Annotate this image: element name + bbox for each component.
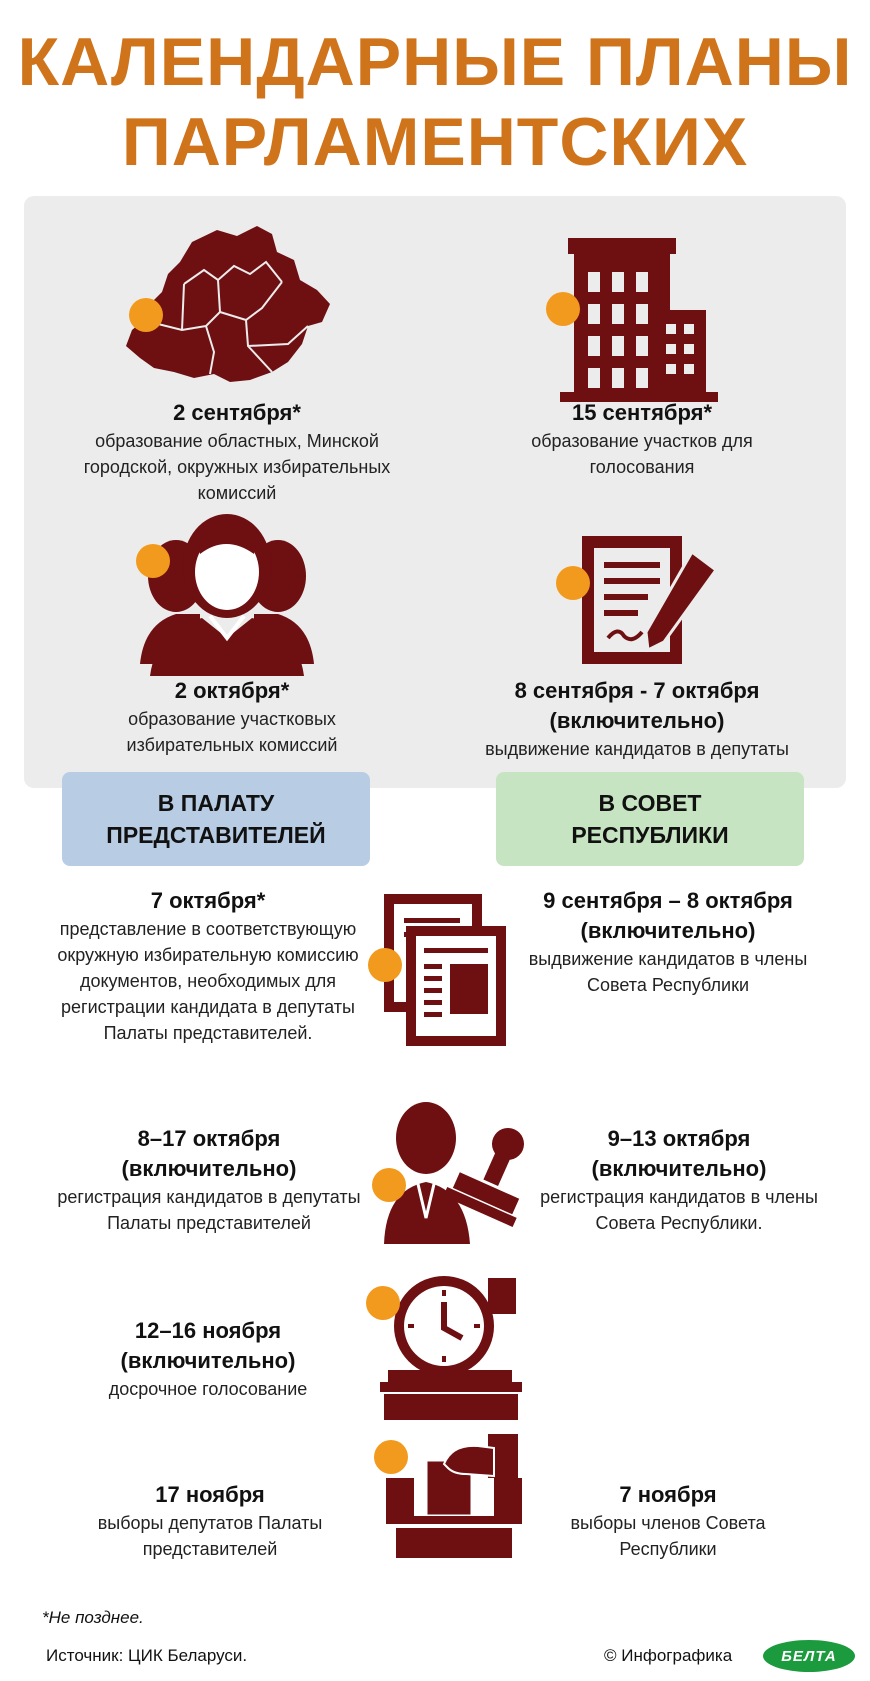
- row-date: 17 ноября: [155, 1482, 265, 1507]
- row-date: 9 сентября – 8 октября (включительно): [543, 888, 793, 943]
- belta-logo: [763, 1640, 855, 1672]
- row-right: [518, 886, 818, 998]
- row-right: [548, 1480, 788, 1562]
- row-date: 7 октября*: [150, 888, 266, 913]
- people-icon: [140, 514, 314, 676]
- row-left: [62, 1316, 354, 1402]
- item-text: образование участков для голосования: [531, 431, 753, 477]
- header-council-of-republic: [496, 772, 804, 866]
- header-label: В СОВЕТ РЕСПУБЛИКИ: [571, 790, 729, 848]
- item-text: образование участковых избирательных комиссий: [126, 709, 338, 755]
- row-text: выдвижение кандидатов в члены Совета Республики: [528, 949, 808, 995]
- marker-dot: [129, 298, 163, 332]
- item-formation-precinct-commissions: [82, 676, 382, 758]
- marker-dot: [366, 1286, 400, 1320]
- item-formation-precincts: [492, 398, 792, 480]
- header-label: В ПАЛАТУ ПРЕДСТАВИТЕЛЕЙ: [106, 790, 326, 848]
- marker-dot: [374, 1440, 408, 1474]
- row-left: [70, 1480, 350, 1562]
- row-text: представление в соответствующую окружную избирательную комиссию документов, необходимых для регистрации кандидата в депутаты Палаты представителей.: [57, 919, 359, 1043]
- header-house-of-representatives: [62, 772, 370, 866]
- row-date: 7 ноября: [619, 1482, 717, 1507]
- item-text: выдвижение кандидатов в депутаты: [485, 739, 789, 759]
- clock-ballot-box-icon: [380, 1274, 526, 1420]
- row-date: 12–16 ноября (включительно): [120, 1318, 296, 1373]
- row-date: 9–13 октября (включительно): [591, 1126, 767, 1181]
- row-left: [48, 1124, 370, 1236]
- item-nomination: [452, 676, 822, 762]
- footnote: *Не позднее.: [42, 1608, 144, 1627]
- item-date: 2 сентября*: [173, 400, 301, 425]
- marker-dot: [368, 948, 402, 982]
- item-date: 15 сентября*: [571, 400, 713, 425]
- person-stamp-icon: [384, 1098, 534, 1244]
- item-date: 2 октября*: [174, 678, 290, 703]
- title-line-1: КАЛЕНДАРНЫЕ ПЛАНЫ: [17, 24, 853, 100]
- row-right: [536, 1124, 822, 1236]
- item-text: образование областных, Минской городской, окружных избирательных комиссий: [83, 431, 391, 503]
- item-date: 8 сентября - 7 октября (включительно): [514, 678, 760, 733]
- source: Источник: ЦИК Беларуси.: [46, 1646, 248, 1665]
- marker-dot: [546, 292, 580, 326]
- marker-dot: [136, 544, 170, 578]
- document-pen-icon: [580, 534, 720, 668]
- item-formation-commissions: [62, 398, 412, 506]
- row-text: досрочное голосование: [108, 1379, 308, 1399]
- row-left: [52, 886, 364, 1046]
- logo-text: БЕЛТА: [781, 1647, 837, 1665]
- row-text: выборы членов Совета Республики: [570, 1513, 766, 1559]
- marker-dot: [372, 1168, 406, 1202]
- marker-dot: [556, 566, 590, 600]
- credit: © Инфографика: [604, 1646, 733, 1665]
- row-text: регистрация кандидатов в члены Совета Республики.: [540, 1187, 818, 1233]
- building-icon: [560, 236, 718, 402]
- row-text: регистрация кандидатов в депутаты Палаты представителей: [57, 1187, 361, 1233]
- row-date: 8–17 октября (включительно): [121, 1126, 297, 1181]
- row-text: выборы депутатов Палаты представителей: [97, 1513, 323, 1559]
- title-line-2: ПАРЛАМЕНТСКИХ: [121, 104, 749, 180]
